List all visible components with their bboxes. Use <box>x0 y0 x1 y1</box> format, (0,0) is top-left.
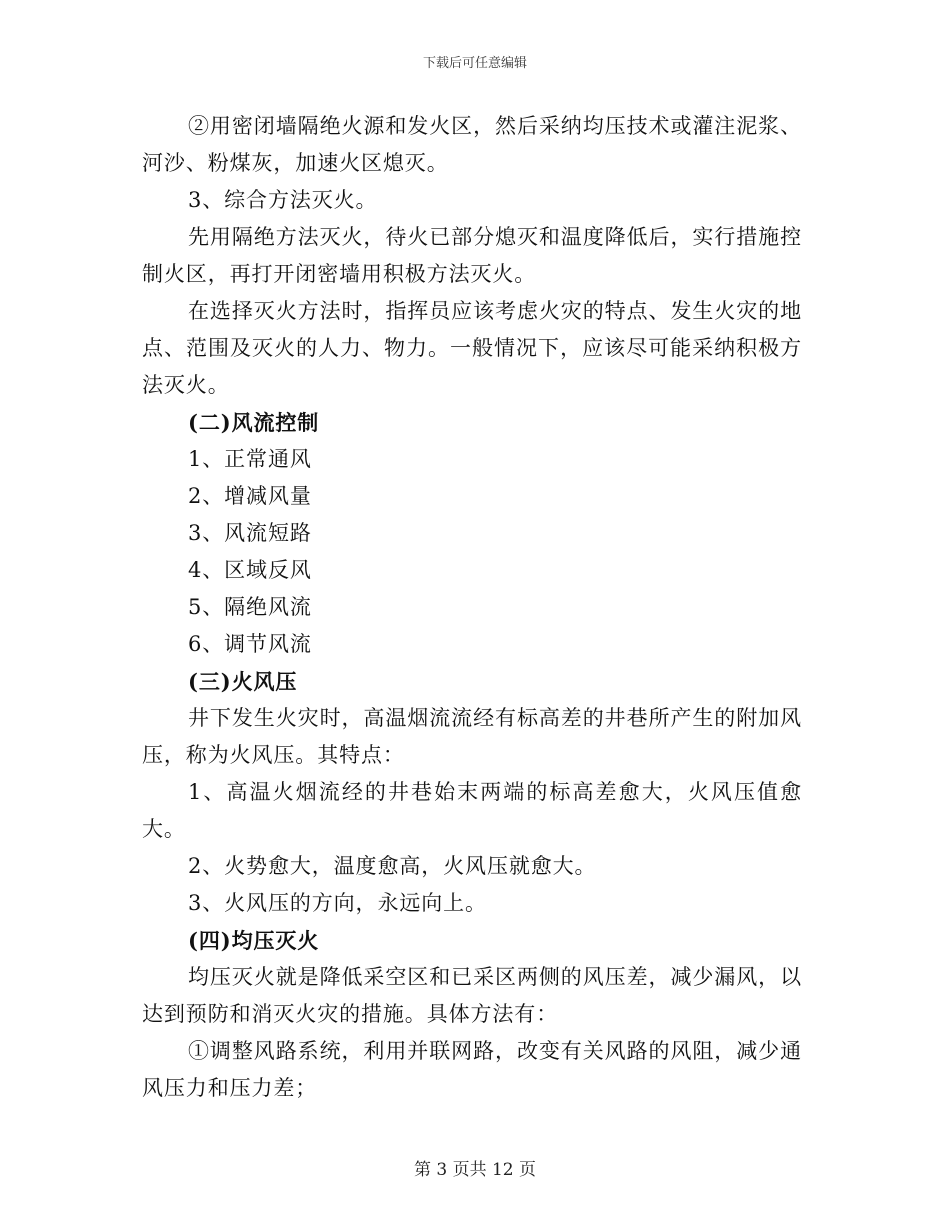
paragraph: ②用密闭墙隔绝火源和发火区，然后采纳均压技术或灌注泥浆、河沙、粉煤灰，加速火区熄灭。 <box>142 114 802 175</box>
list-item: 1、高温火烟流经的井巷始末两端的标高差愈大，火风压值愈大。 <box>142 780 802 841</box>
list-item: 2、火势愈大，温度愈高，火风压就愈大。 <box>188 854 597 878</box>
section-heading: (四)均压灭火 <box>188 928 320 953</box>
list-item: 3、风流短路 <box>188 521 312 545</box>
list-item: 6、调节风流 <box>188 632 312 656</box>
paragraph: ①调整风路系统，利用并联网路，改变有关风路的风阻，减少通风压力和压力差； <box>142 1039 802 1100</box>
list-item: 5、隔绝风流 <box>188 595 312 619</box>
document-body <box>142 108 802 1107</box>
paragraph: 均压灭火就是降低采空区和已采区两侧的风压差，减少漏风，以达到预防和消灭火灾的措施。具体方法有： <box>142 965 802 1026</box>
paragraph: 井下发生火灾时，高温烟流流经有标高差的井巷所产生的附加风压，称为火风压。其特点： <box>142 706 802 767</box>
list-item: 3、综合方法灭火。 <box>188 188 378 212</box>
list-item: 4、区域反风 <box>188 558 312 582</box>
section-heading: (二)风流控制 <box>188 410 320 435</box>
paragraph: 先用隔绝方法灭火，待火已部分熄灭和温度降低后，实行措施控制火区，再打开闭密墙用积极方法灭火。 <box>142 225 802 286</box>
list-item: 3、火风压的方向，永远向上。 <box>188 891 487 915</box>
page-header: 下载后可任意编辑 <box>422 56 527 71</box>
section-heading: (三)火风压 <box>188 669 298 694</box>
list-item: 2、增减风量 <box>188 484 312 508</box>
page-footer: 第 3 页共 12 页 <box>413 1160 537 1180</box>
list-item: 1、正常通风 <box>188 447 312 471</box>
paragraph: 在选择灭火方法时，指挥员应该考虑火灾的特点、发生火灾的地点、范围及灭火的人力、物力。一般情况下，应该尽可能采纳积极方法灭火。 <box>142 299 802 397</box>
